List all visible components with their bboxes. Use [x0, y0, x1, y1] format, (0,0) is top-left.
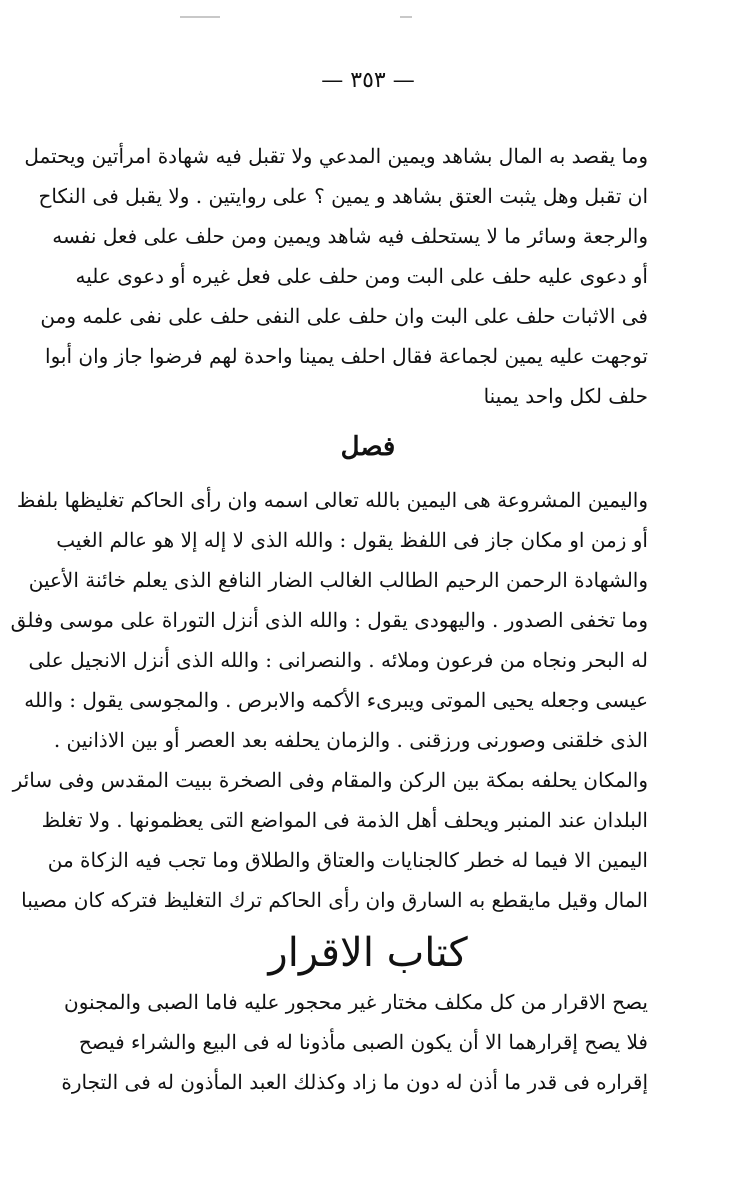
text-line: إقراره فى قدر ما أذن له دون ما زاد وكذلك العبد المأذون له فى التجارة	[61, 1070, 648, 1094]
text-line: أو زمن او مكان جاز فى اللفظ يقول : والله الذى لا إله إلا هو عالم الغيب	[56, 528, 648, 552]
paragraph-oath	[10, 480, 648, 920]
text-line: الذى خلقنى وصورنى ورزقنى . والزمان يحلفه بعد العصر أو بين الاذانين .	[53, 728, 648, 752]
text-line: توجهت عليه يمين لجماعة فقال احلف يمينا واحدة لهم فرضوا جاز وان أبوا	[45, 344, 648, 368]
page-number: — ٣٥٣ —	[321, 68, 415, 93]
text-line: ان تقبل وهل يثبت العتق بشاهد و يمين ؟ على روايتين . ولا يقبل فى النكاح	[38, 184, 648, 208]
scan-artifact-right	[400, 16, 412, 18]
text-line: له البحر ونجاه من فرعون وملائه . والنصرانى : والله الذى أنزل الانجيل على	[28, 648, 648, 672]
paragraph-evidence	[24, 136, 648, 416]
text-line: وما تخفى الصدور . واليهودى يقول : والله الذى أنزل التوراة على موسى وفلق	[10, 608, 648, 632]
text-line: حلف لكل واحد يمينا	[483, 384, 648, 408]
text-line: يصح الاقرار من كل مكلف مختار غير محجور عليه فاما الصبى والمجنون	[64, 990, 648, 1014]
text-line: فى الاثبات حلف على البت وان حلف على النفى حلف على نفى علمه ومن	[40, 304, 648, 328]
scan-artifact-left	[180, 16, 220, 18]
text-line: وما يقصد به المال بشاهد ويمين المدعي ولا تقبل فيه شهادة امرأتين ويحتمل	[24, 144, 648, 168]
paragraph-confession	[61, 982, 648, 1102]
text-line: عيسى وجعله يحيى الموتى ويبرىء الأكمه والابرص . والمجوسى يقول : والله	[24, 688, 648, 712]
section-heading: فصل	[340, 432, 396, 462]
text-line: المال وقيل مايقطع به السارق وان رأى الحاكم ترك التغليظ فتركه كان مصيبا	[21, 888, 648, 912]
text-line: أو دعوى عليه حلف على البت ومن حلف على فعل غيره أو دعوى عليه	[75, 264, 648, 288]
chapter-title: كتاب الاقرار	[268, 930, 468, 976]
text-line: فلا يصح إقرارهما الا أن يكون الصبى مأذونا له فى البيع والشراء فيصح	[78, 1030, 648, 1054]
text-line: والرجعة وسائر ما لا يستحلف فيه شاهد ويمين ومن حلف على فعل نفسه	[52, 224, 648, 248]
text-line: والمكان يحلفه بمكة بين الركن والمقام وفى الصخرة ببيت المقدس وفى سائر	[12, 768, 648, 792]
text-line: البلدان عند المنبر ويحلف أهل الذمة فى المواضع التى يعظمونها . ولا تغلظ	[41, 808, 648, 832]
text-line: والشهادة الرحمن الرحيم الطالب الغالب الضار النافع الذى يعلم خائنة الأعين	[28, 568, 648, 592]
text-line: اليمين الا فيما له خطر كالجنايات والعتاق والطلاق وما تجب فيه الزكاة من	[47, 848, 648, 872]
text-line: واليمين المشروعة هى اليمين بالله تعالى اسمه وان رأى الحاكم تغليظها بلفظ	[16, 488, 648, 512]
